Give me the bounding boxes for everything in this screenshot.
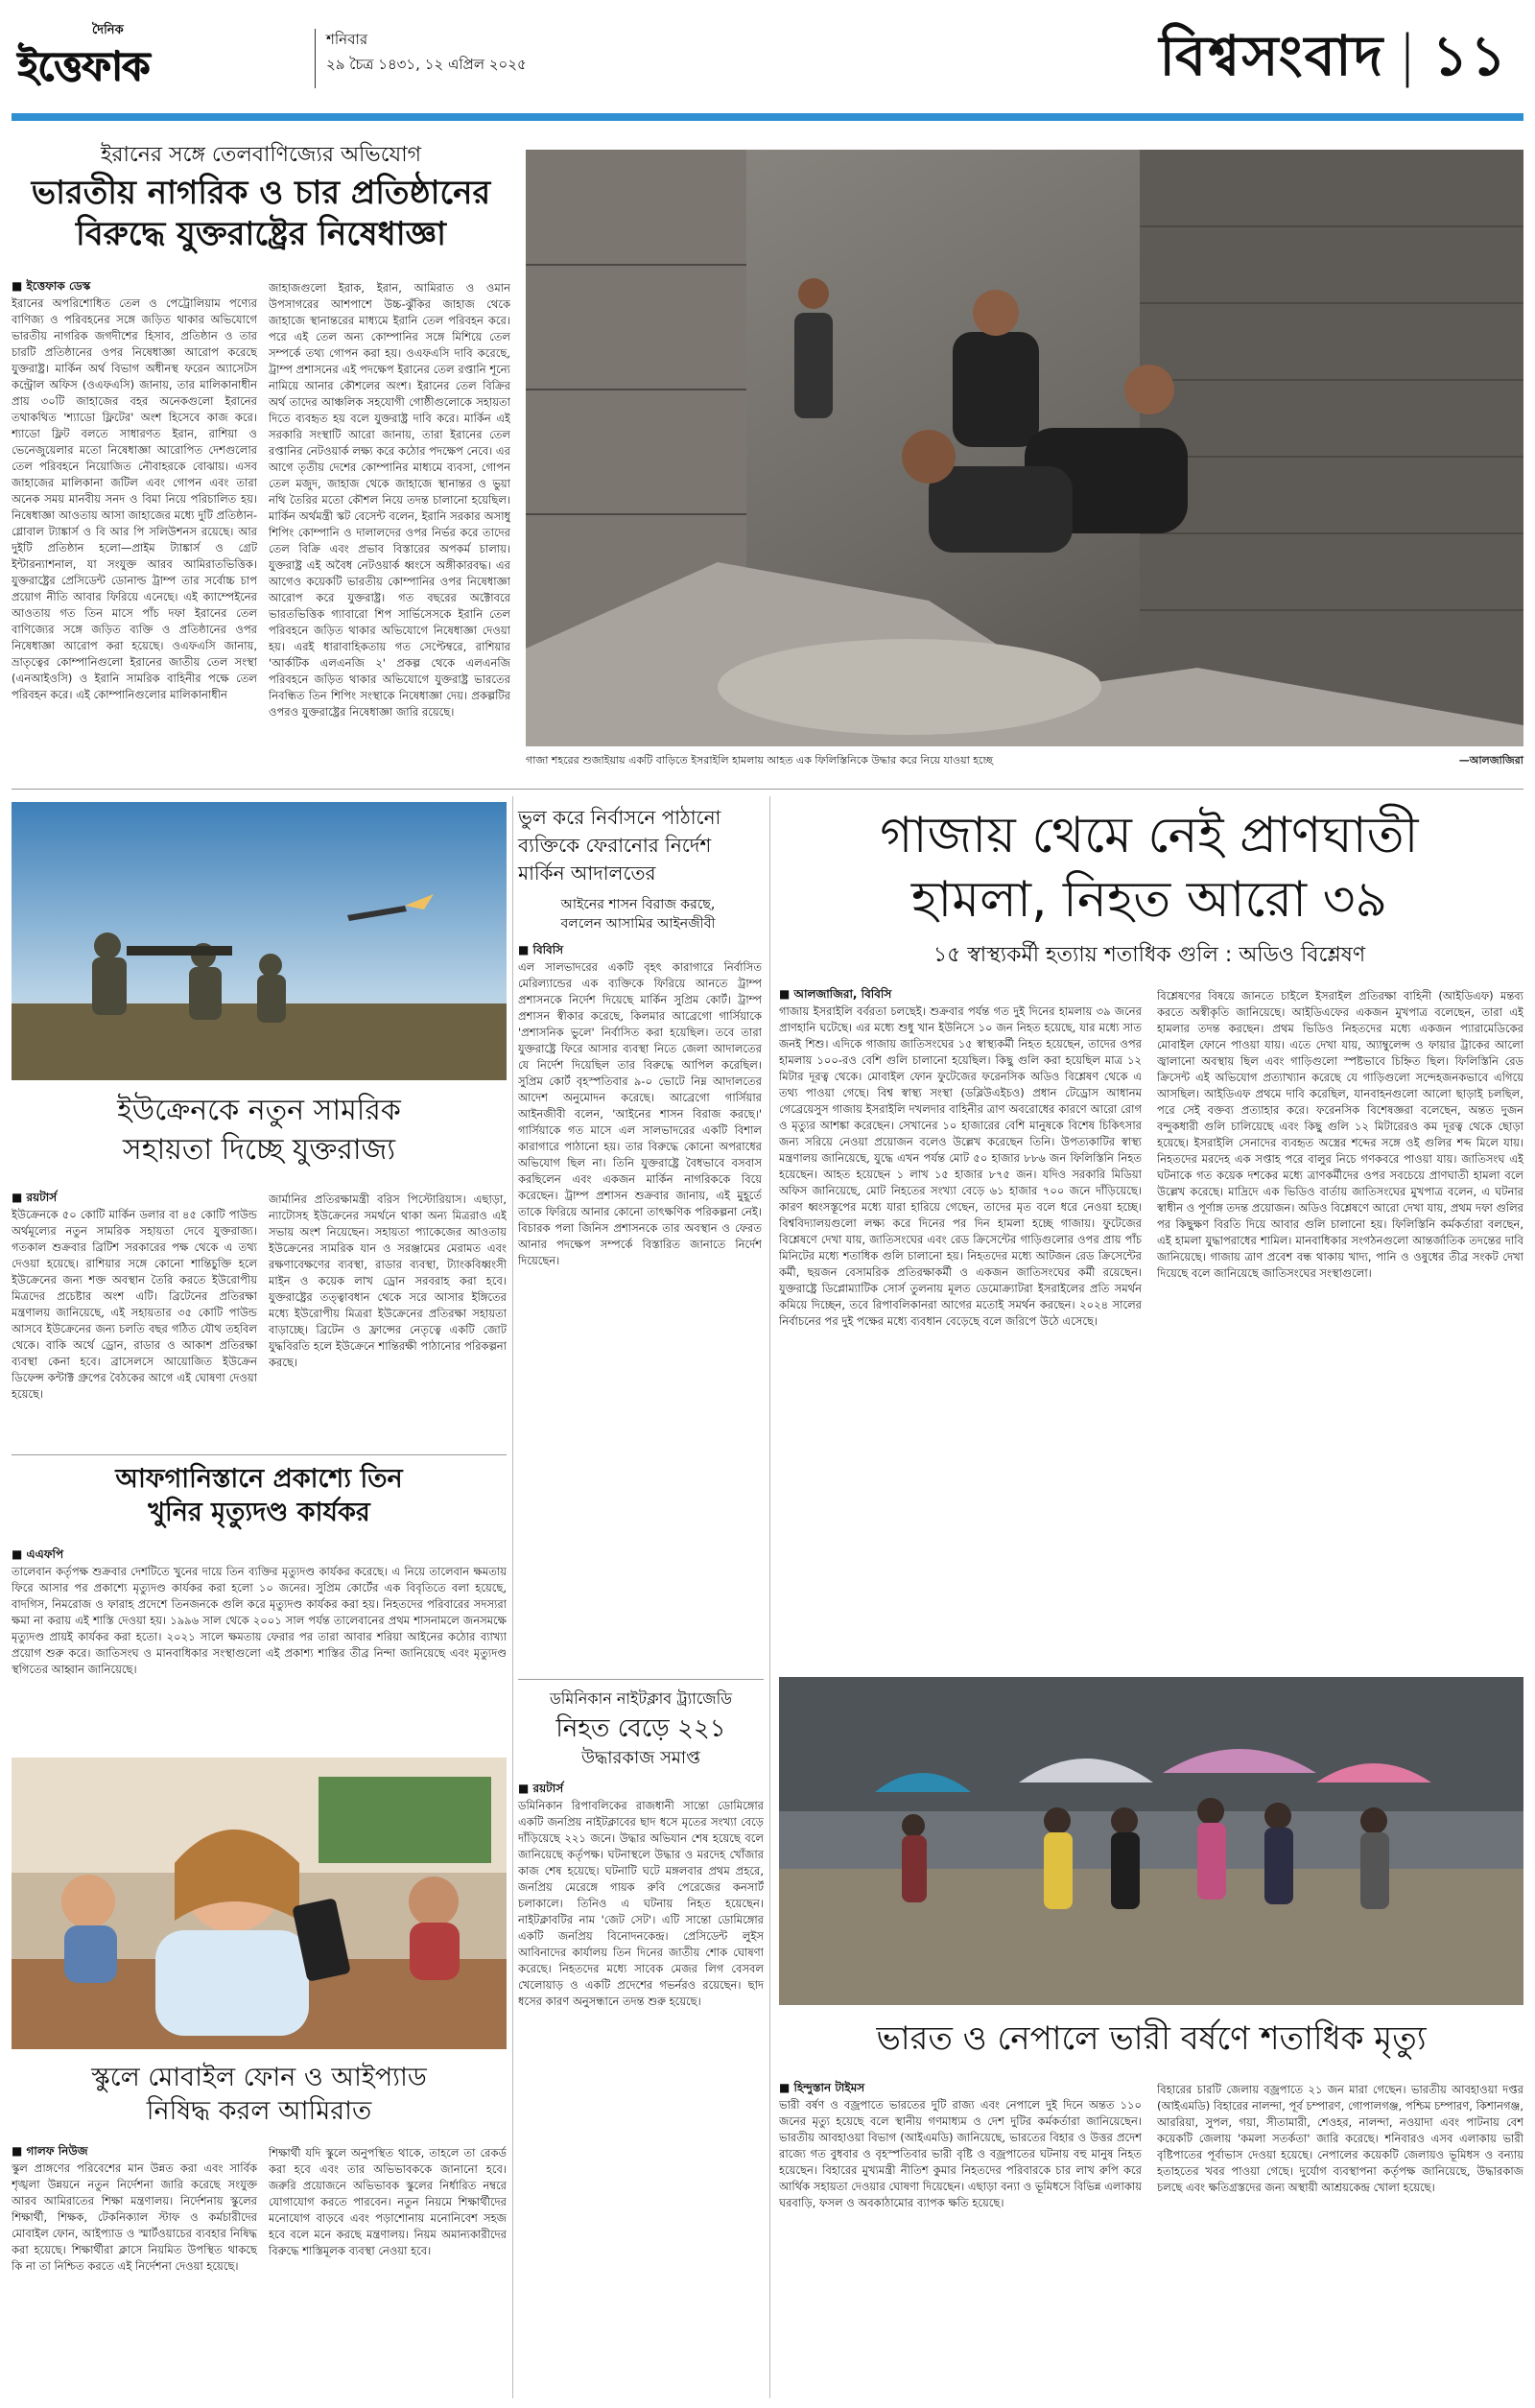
- school-headline: [12, 2061, 507, 2128]
- divider-ukraine: [12, 1454, 507, 1455]
- story1-body-col2: জাহাজগুলো ইরাক, ইরান, আমিরাত ও ওমান উপসাগরের আশপাশে উচ্চ-ঝুঁকির জাহাজ থেকে জাহাজে স্থানান্তরের মাধ্যমে ইরানি তেল পরিবহন করে। পরে এই তেল অন্য কোম্পানির সঙ্গে মিশিয়ে তেল সম্পর্কে তথ্য গোপন করা হয়। ওএফএসি দাবি করেছে, ট্রাম্প প্রশাসনের এই পদক্ষেপ ইরানের তেল রপ্তানি শূন্যে নামিয়ে আনার কৌশলের অংশ। ইরানের তেল বিক্রির অর্থ তাদের আঞ্চলিক সহযোগী গোষ্ঠীগুলোকে সহায়তা দিতে ব্যবহৃত হয় বলে যুক্তরাষ্ট্র দাবি করে। মার্কিন এই সরকারি সংস্থাটি আরো জানায়, তারা ইরানের তেল রপ্তানির নেটওয়ার্ক লক্ষ্য করে কঠোর পদক্ষেপ নেবে। এর আগে তৃতীয় দেশের কোম্পানির মাধ্যমে ব্যবসা, গোপন তেল মজুদ, জাহাজ থেকে জাহাজে স্থানান্তর ও ভুয়া নথি তৈরির মতো কৌশল নিয়ে তদন্ত চালানো হয়েছিল। মার্কিন অর্থমন্ত্রী স্কট বেসেন্ট বলেন, ইরানি সরকার অসাধু শিপিং কোম্পানি ও দালালদের ওপর নির্ভর করে তাদের তেল বিক্রি এবং প্রভাব বিস্তারের অপকর্ম চালায়। যুক্তরাষ্ট্র এই অবৈধ নেটওয়ার্ক ধ্বংসে অঙ্গীকারবদ্ধ। এর আগেও কয়েকটি ভারতীয় কোম্পানির ওপর নিষেধাজ্ঞা আরোপ করে যুক্তরাষ্ট্র। গত বছরের অক্টোবরে ভারতভিত্তিক গ্যাবারো শিপ সার্ভিসেসকে ইরানি তেল পরিবহনে জড়িত থাকার অভিযোগে নিষেধাজ্ঞা দেওয়া হয়। এরই ধারাবাহিকতায় গত সেপ্টেম্বরে, রাশিয়ার 'আর্কটিক এলএনজি ২' প্রকল্প থেকে এলএনজি পরিবহনে জড়িত থাকার অভিযোগে যুক্তরাষ্ট্র ভারতের নিবন্ধিত তিন শিপিং সংস্থাকে নিষেধাজ্ঞা দেয়। প্রকল্পটির ওপরও যুক্তরাষ্ট্রের নিষেধাজ্ঞা জারি রয়েছে।: [269, 281, 510, 719]
- issue-date-text: ২৯ চৈত্র ১৪৩১, ১২ এপ্রিল ২০২৫: [326, 56, 527, 73]
- story1-headline: [12, 173, 510, 254]
- section-title: বিশ্বসংবাদ: [1159, 23, 1385, 88]
- flood-photo: [779, 1677, 1523, 2005]
- ukraine-byline: ■ রয়টার্স: [12, 1191, 58, 1204]
- afghan-byline: ■ এএফপি: [12, 1547, 64, 1561]
- gaza-headline-line1: গাজায় থেমে নেই প্রাণঘাতী: [880, 807, 1419, 864]
- ukraine-body-col2: জার্মানির প্রতিরক্ষামন্ত্রী বরিস পিস্টোরিয়াস। এছাড়া, ন্যাটোসহ ইউক্রেনের সমর্থনে থাকা অন্য মিত্ররাও এই সভায় অংশ নিয়েছেন। সহায়তা প্যাকেজের আওতায় ইউক্রেনের সামরিক যান ও সরঞ্জামের মেরামত এবং রক্ষণাবেক্ষণের ব্যবস্থা, রাডার ব্যবস্থা, ট্যাংকবিধ্বংসী মাইন ও কয়েক লাখ ড্রোন সরবরাহ করা হবে। যুক্তরাষ্ট্রের তত্ত্বাবধান থেকে সরে আসার ইঙ্গিতের মধ্যে ইউরোপীয় মিত্ররা ইউক্রেনের প্রতিরক্ষা সহায়তা বাড়াচ্ছে। ব্রিটেন ও ফ্রান্সের নেতৃত্বে একটি জোট যুদ্ধবিরতি হলে ইউক্রেনে শান্তিরক্ষী পাঠানোর পরিকল্পনা করছে।: [269, 1192, 507, 1369]
- story1-headline-line2: বিরুদ্ধে যুক্তরাষ্ট্রের নিষেধাজ্ঞা: [76, 214, 446, 253]
- gaza-headline-line2: হামলা, নিহত আরো ৩৯: [910, 870, 1388, 929]
- deport-headline-line3: মার্কিন আদালতের: [518, 862, 656, 885]
- deport-subhead: [518, 896, 758, 933]
- flood-headline: ভারত ও নেপালে ভারী বর্ষণে শতাধিক মৃত্যু: [876, 2019, 1427, 2058]
- deport-headline: [518, 804, 758, 887]
- ukraine-headline-line1: ইউক্রেনকে নতুন সামরিক: [117, 1094, 401, 1127]
- logo-name: ইত্তেফাক: [17, 42, 150, 89]
- afghan-body: তালেবান কর্তৃপক্ষ শুক্রবার দেশটিতে খুনের দায়ে তিন ব্যক্তির মৃত্যুদণ্ড কার্যকর করেছে। এ নিয়ে তালেবান ক্ষমতায় ফিরে আসার পর প্রকাশ্যে মৃত্যুদণ্ড কার্যকর করা হলো ১০ জনের। সুপ্রিম কোর্টের এক বিবৃতিতে বলা হয়েছে, বাদগিস, নিমরোজ ও ফারাহ প্রদেশে তিনজনকে গুলি করে মৃত্যুদণ্ড কার্যকর করা হয়। নিহতদের পরিবারের সদস্যরা ক্ষমা না করায় এই শাস্তি দেওয়া হয়। ১৯৯৬ সাল থেকে ২০০১ সাল পর্যন্ত তালেবানের প্রথম শাসনামলে জনসমক্ষে মৃত্যুদণ্ড প্রায়ই কার্যকর করা হতো। ২০২১ সালে ক্ষমতায় ফেরার পর তারা আবার শরিয়া আইনের কঠোর ব্যাখ্যা প্রয়োগ শুরু করে। জাতিসংঘ ও মানবাধিকার সংস্থাগুলো এই প্রকাশ্য শাস্তির তীব্র নিন্দা জানিয়েছে এবং মৃত্যুদণ্ড স্থগিতের আহ্বান জানিয়েছে।: [12, 1565, 507, 1676]
- gaza-byline: ■ আলজাজিরা, বিবিসি: [779, 987, 892, 1001]
- issue-day: শনিবার: [326, 31, 368, 48]
- afghan-headline-line1: আফগানিস্তানে প্রকাশ্যে তিন: [115, 1464, 403, 1494]
- gaza-body-col2: বিশ্লেষণের বিষয়ে জানতে চাইলে ইসরাইল প্রতিরক্ষা বাহিনী (আইডিএফ) মন্তব্য করতে অস্বীকৃতি জানিয়েছে। আইডিএফের একজন মুখপাত্র বলেছেন, তারা এই হামলার তদন্ত করছেন। প্রথম ভিডিও নিহতদের মধ্যে একজন প্যারামেডিকের মোবাইল ফোনে পাওয়া যায়। এতে দেখা যায়, অ্যাম্বুলেন্স ও ফায়ার ট্রাকের আলো জ্বালানো অবস্থায় ছিল এবং গাড়িগুলো স্পষ্টভাবে চিহ্নিত ছিল। ফিলিস্তিনি রেড ক্রিসেন্ট এই অভিযোগ প্রত্যাখ্যান করেছে যে গাড়িগুলো সন্দেহজনকভাবে এগিয়ে আসছিল। আইডিএফ প্রথমে দাবি করেছিল, যানবাহনগুলো আলো ছাড়াই চলছিল, পরে সেই বক্তব্য প্রত্যাহার করে। ফরেনসিক বিশেষজ্ঞরা বলেছেন, অন্তত দুজন বন্দুকধারী গুলি চালিয়েছে এবং কিছু গুলি ১২ মিটারেরও কম দূরত্ব থেকে ছোড়া হয়েছে। ইসরাইলি সেনাদের ব্যবহৃত অস্ত্রের শব্দের সঙ্গে ওই গুলির শব্দ মিলে যায়। নিহতদের মরদেহ এক সপ্তাহ পরে বালুর নিচে গণকবরে পাওয়া যায়। জাতিসংঘ এই ঘটনাকে গত কয়েক দশকের মধ্যে ত্রাণকর্মীদের ওপর সবচেয়ে প্রাণঘাতী হামলা বলে উল্লেখ করেছে। মাদ্রিদে এক ভিডিও বার্তায় জাতিসংঘের মুখপাত্র বলেন, এ ঘটনার স্বাধীন ও পূর্ণাঙ্গ তদন্ত প্রয়োজন। অডিও বিশ্লেষণে আরো দেখা যায়, প্রথম দফা গুলির পর কিছুক্ষণ বিরতি দিয়ে আবার গুলি চালানো হয়। ফিলিস্তিনি কর্মকর্তারা বলছেন, এই হামলা যুদ্ধাপরাধের শামিল। মানবাধিকার সংগঠনগুলো আন্তর্জাতিক তদন্তের দাবি জানিয়েছে। গাজায় ত্রাণ প্রবেশ বন্ধ থাকায় খাদ্য, পানি ও ওষুধের তীব্র সংকট দেখা দিয়েছে বলে জানিয়েছে জাতিসংঘের সংস্থাগুলো।: [1157, 989, 1523, 1280]
- flood-byline: ■ হিন্দুস্তান টাইমস: [779, 2081, 865, 2094]
- dr-subhead: উদ্ধারকাজ সমাপ্ত: [581, 1748, 700, 1768]
- gaza-photo-caption: গাজা শহরের শুজাইয়ায় একটি বাড়িতে ইসরাইলি হামলায় আহত এক ফিলিস্তিনিকে উদ্ধার করে নিয়ে যাওয়া হচ্ছে: [526, 754, 993, 767]
- dr-kicker: ডমিনিকান নাইটক্লাব ট্র্যাজেডি: [550, 1689, 732, 1708]
- gaza-headline: [775, 804, 1523, 932]
- logo-daily-label: দৈনিক: [92, 23, 124, 37]
- ukraine-headline: [12, 1092, 507, 1169]
- column-rule-1: [512, 796, 513, 2398]
- section-separator: |: [1398, 23, 1419, 88]
- deport-body: এল সালভাদরের একটি বৃহৎ কারাগারে নির্বাসিত মেরিল্যান্ডের এক ব্যক্তিকে ফিরিয়ে আনতে ট্রাম্প প্রশাসনকে নির্দেশ দিয়েছে মার্কিন সুপ্রিম কোর্ট। ট্রাম্প প্রশাসন স্বীকার করেছে, কিলমার আব্রেগো গার্সিয়াকে 'প্রশাসনিক ভুলে' নির্বাসিত করা হয়েছিল। তবে তারা যুক্তরাষ্ট্রে ফিরে আসার ব্যবস্থা নিতে জেলা আদালতের যে নির্দেশ দিয়েছিল তার বিরুদ্ধে আপিল করেছিল। সুপ্রিম কোর্ট বৃহস্পতিবার ৯-০ ভোটে নিম্ন আদালতের আদেশ অনুমোদন করেছে। আব্রেগো গার্সিয়ার আইনজীবী বলেন, 'আইনের শাসন বিরাজ করছে।' গার্সিয়াকে গত মাসে এল সালভাদরের একটি বিশাল কারাগারে পাঠানো হয়। তার বিরুদ্ধে কোনো অপরাধের অভিযোগ ছিল না। তিনি যুক্তরাষ্ট্রে বৈধভাবে বসবাস করছিলেন এবং একজন মার্কিন নাগরিককে বিয়ে করেছেন। ট্রাম্প প্রশাসন শুক্রবার জানায়, এই মুহূর্তে তাকে ফিরিয়ে আনার কোনো তাৎক্ষণিক পরিকল্পনা নেই। বিচারক পলা জিনিস প্রশাসনকে তার অবস্থান ও ফেরত আনার পদক্ষেপ সম্পর্কে বিস্তারিত জানাতে নির্দেশ দিয়েছেন।: [518, 960, 762, 1267]
- flood-body-col2: বিহারের চারটি জেলায় বজ্রপাতে ২১ জন মারা গেছেন। ভারতীয় আবহাওয়া দপ্তর (আইএমডি) বিহারের নালন্দা, পূর্ব চম্পারণ, গোপালগঞ্জ, পশ্চিম চম্পারণ, কিশানগঞ্জ, আররিয়া, সুপল, গয়া, সীতামারী, শেওহর, নালন্দা, নওয়াদা এবং পাটনায় বেশ কয়েকটি জেলায় 'কমলা সতর্কতা' জারি করেছে। শনিবারও এসব এলাকায় ভারী বৃষ্টিপাতের পূর্বাভাস দেওয়া হয়েছে। নেপালের কয়েকটি জেলায়ও ভূমিধস ও বন্যায় হতাহতের খবর পাওয়া গেছে। দুর্যোগ ব্যবস্থাপনা কর্তৃপক্ষ জানিয়েছে, উদ্ধারকাজ চলছে এবং ক্ষতিগ্রস্তদের জন্য অস্থায়ী আশ্রয়কেন্দ্র খোলা হয়েছে।: [1157, 2083, 1523, 2194]
- page-number: ১১: [1431, 23, 1508, 88]
- dr-body: ডমিনিকান রিপাবলিকের রাজধানী সান্তো ডোমিঙ্গোর একটি জনপ্রিয় নাইটক্লাবের ছাদ ধসে মৃতের সংখ্যা বেড়ে দাঁড়িয়েছে ২২১ জনে। উদ্ধার অভিযান শেষ হয়েছে বলে জানিয়েছে কর্তৃপক্ষ। ঘটনাস্থলে উদ্ধার ও মরদেহ খোঁজার কাজ শেষ হয়েছে। ঘটনাটি ঘটে মঙ্গলবার প্রথম প্রহরে, জনপ্রিয় মেরেঙ্গে গায়ক রুবি পেরেজের কনসার্ট চলাকালে। তিনিও এ ঘটনায় নিহত হয়েছেন। নাইটক্লাবটির নাম 'জেট সেট'। এটি সান্তো ডোমিঙ্গোর একটি জনপ্রিয় বিনোদনকেন্দ্র। প্রেসিডেন্ট লুইস আবিনাদের কার্যালয় তিন দিনের জাতীয় শোক ঘোষণা করেছে। নিহতদের মধ্যে সাবেক মেজর লিগ বেসবল খেলোয়াড় ও একটি প্রদেশের গভর্নরও রয়েছেন। ছাদ ধসের কারণ অনুসন্ধানে তদন্ত শুরু হয়েছে।: [518, 1799, 764, 2008]
- column-rule-2: [769, 796, 770, 2398]
- issue-date: [326, 27, 527, 77]
- section-header: [1159, 13, 1508, 106]
- ukraine-headline-line2: সহায়তা দিচ্ছে যুক্তরাজ্য: [122, 1132, 396, 1167]
- section-divider: [12, 789, 1523, 790]
- deport-subhead-line1: আইনের শাসন বিরাজ করছে,: [560, 897, 716, 912]
- flood-umbrellas-photo-icon: [779, 1677, 1523, 2005]
- ukraine-body-col1: ইউক্রেনকে ৫০ কোটি মার্কিন ডলার বা ৪৫ কোটি পাউন্ড অর্থমূল্যের নতুন সামরিক সহায়তা দেবে যুক্তরাজ্য। গতকাল শুক্রবার ব্রিটিশ সরকারের পক্ষ থেকে এ তথ্য দেওয়া হয়েছে। রাশিয়ার সঙ্গে কোনো শান্তিচুক্তি হলে ইউক্রেনের জন্য শক্ত অবস্থান তৈরি করতে ইউরোপীয় মিত্রদের প্রচেষ্টার অংশ এটি। ব্রিটেনের প্রতিরক্ষা মন্ত্রণালয় জানিয়েছে, এই সহায়তার ৩৫ কোটি পাউন্ড আসবে ইউক্রেনের জন্য চলতি বছর গঠিত যৌথ তহবিল থেকে। বাকি অর্থে ড্রোন, রাডার ও আকাশ প্রতিরক্ষা ব্যবস্থা কেনা হবে। ব্রাসেলসে আয়োজিত ইউক্রেন ডিফেন্স কন্টাক্ট গ্রুপের বৈঠকের আগে এই ঘোষণা দেওয়া হয়েছে।: [12, 1208, 257, 1401]
- school-byline: ■ গালফ নিউজ: [12, 2144, 88, 2158]
- gaza-rescue-photo: [526, 150, 1523, 746]
- masthead-divider: [315, 29, 316, 88]
- school-body-col2: শিক্ষার্থী যদি স্কুলে অনুপস্থিত থাকে, তাহলে তা রেকর্ড করা হবে এবং তার অভিভাবককে জানানো হবে। জরুরি প্রয়োজনে অভিভাবক স্কুলের নির্ধারিত নম্বরে যোগাযোগ করতে পারবেন। নতুন নিয়মে শিক্ষার্থীদের মনোযোগ বাড়বে এবং পড়াশোনায় মনোনিবেশ সহজ হবে বলে মনে করছে মন্ত্রণালয়। নিয়ম অমান্যকারীদের বিরুদ্ধে শাস্তিমূলক ব্যবস্থা নেওয়া হবে।: [269, 2146, 507, 2257]
- afghan-headline-line2: খুনির মৃত্যুদণ্ড কার্যকর: [148, 1498, 370, 1528]
- girl-with-phone-photo-icon: [12, 1758, 507, 2049]
- soldiers-missile-photo-icon: [12, 802, 507, 1080]
- dr-headline: নিহত বেড়ে ২২১: [555, 1714, 726, 1743]
- school-headline-line1: স্কুলে মোবাইল ফোন ও আইপ্যাড: [91, 2063, 427, 2092]
- story1-headline-line1: ভারতীয় নাগরিক ও চার প্রতিষ্ঠানের: [31, 174, 491, 212]
- newspaper-logo: [17, 21, 305, 96]
- gaza-photo-credit: —আলজাজিরা: [1458, 754, 1523, 767]
- gaza-body-col1: গাজায় ইসরাইলি বর্বরতা চলছেই। শুক্রবার পর্যন্ত গত দুই দিনের হামলায় ৩৯ জনের প্রাণহানি ঘটেছে। এর মধ্যে শুধু খান ইউনিসে ১০ জন নিহত হয়েছে, যার মধ্যে সাত জনই শিশু। এদিকে গাজায় জাতিসংঘের ১৫ স্বাস্থ্যকর্মী নিহত হয়েছেন, তাদের ওপর হামলায় ১০০-রও বেশি গুলি চালানো হয়েছিল। কিছু গুলি করা হয়েছিল মাত্র ১২ মিটার দূরত্ব থেকে। মোবাইল ফোন ফুটেজের ফরেনসিক অডিও বিশ্লেষণ থেকে এ তথ্য পাওয়া গেছে। বিশ্ব স্বাস্থ্য সংস্থা (ডব্লিউএইচও) প্রধান টেড্রোস আধানম গেব্রেয়েসুস গাজায় ইসরাইলি দখলদার বাহিনীর ত্রাণ অবরোধের কারণে আরো রোগ ও মৃত্যুর আশঙ্কা করেছেন। সেখানের ১০ হাজারের বেশি মানুষকে বিশেষ চিকিৎসার জন্য সরিয়ে নেওয়া প্রয়োজন বলেও উল্লেখ করেছেন তিনি। উপত্যকাটির স্বাস্থ্য মন্ত্রণালয় জানিয়েছে, যুদ্ধে এখন পর্যন্ত মোট ৫০ হাজার ৮৮৬ জন ফিলিস্তিনি নিহত হয়েছেন। আহত হয়েছেন ১ লাখ ১৫ হাজার ৮৭৫ জন। যদিও সরকারি মিডিয়া অফিস জানিয়েছে, মোট নিহতের সংখ্যা বেড়ে ৬১ হাজার ৭০০ জনে দাঁড়িয়েছে। কারণ ধ্বংসস্তূপের মধ্যে যারা হারিয়ে গেছেন, তাদের মৃত বলে ধরে নেওয়া হচ্ছে। বিশ্ববিদ্যালয়গুলো লক্ষ্য করে দিনের পর দিন হামলা হচ্ছে গাজায়। ফুটেজের বিশ্লেষণে দেখা যায়, জাতিসংঘের এবং রেড ক্রিসেন্টের গাড়িগুলোর ওপর প্রায় পাঁচ মিনিটের মধ্যে শতাধিক গুলি চালানো হয়। নিহতদের মধ্যে আটজন রেড ক্রিসেন্টের কর্মী, ছয়জন বেসামরিক প্রতিরক্ষাকর্মী ও একজন জাতিসংঘের কর্মী রয়েছেন। যুক্তরাষ্ট্রে ডিপ্লোম্যাটিক সোর্স তুলনায় মূলত ডেমোক্র্যাটরা ইসরাইলের প্রতি সমর্থন কমিয়ে দিচ্ছেন, তবে রিপাবলিকানরা আগের মতোই সমর্থন করছেন। ২০২৪ সালের নির্বাচনের পর দুই পক্ষের মধ্যে ব্যবধান বেড়েছে বলে জরিপে উঠে এসেছে।: [779, 1004, 1142, 1328]
- story1-kicker: ইরানের সঙ্গে তেলবাণিজ্যের অভিযোগ: [100, 143, 422, 167]
- school-body-col1: স্কুল প্রাঙ্গণের পরিবেশের মান উন্নত করা এবং সার্বিক শৃঙ্খলা উন্নয়নে নতুন নির্দেশনা জারি করেছে সংযুক্ত আরব আমিরাতের শিক্ষা মন্ত্রণালয়। নির্দেশনায় স্কুলের শিক্ষার্থী, শিক্ষক, টেকনিক্যাল স্টাফ ও কর্মচারীদের মোবাইল ফোন, আইপ্যাড ও স্মার্টওয়াচের ব্যবহার নিষিদ্ধ করা হয়েছে। শিক্ষার্থীরা ক্লাসে নিয়মিত উপস্থিত থাকছে কি না তা নিশ্চিত করতে এই নির্দেশনা দেওয়া হয়েছে।: [12, 2161, 257, 2273]
- ukraine-photo: [12, 802, 507, 1080]
- dr-byline: ■ রয়টার্স: [518, 1782, 564, 1795]
- top-accent-rule: [12, 113, 1523, 121]
- deport-byline: ■ বিবিসি: [518, 943, 564, 956]
- story1-body-col1: ইরানের অপরিশোধিত তেল ও পেট্রোলিয়াম পণ্যের বাণিজ্য ও পরিবহনের সঙ্গে জড়িত থাকার অভিযোগে ভারতীয় নাগরিক জগদীশের হিসাব, প্রতিষ্ঠান ও তার চারটি প্রতিষ্ঠানের ওপর নিষেধাজ্ঞা আরোপ করেছে যুক্তরাষ্ট্র। মার্কিন অর্থ বিভাগ অধীনস্থ ফরেন অ্যাসেটস কন্ট্রোল অফিস (ওএফএসি) জানায়, তার মালিকানাধীন প্রায় ৩০টি জাহাজের বহর অনেকগুলো ইরানের তথাকথিত 'শ্যাডো ফ্লিটের' অংশ হিসেবে কাজ করে। শ্যাডো ফ্লিট বলতে সাধারণত ইরান, রাশিয়া ও ভেনেজুয়েলার মতো নিষেধাজ্ঞা আরোপিত দেশগুলোর তেল পরিবহনে নিয়োজিত নৌবাহরকে বোঝায়। এসব জাহাজের মালিকানা জটিল এবং গোপন এবং তারা অনেক সময় মানবীয় সনদ ও বিমা নিয়ে পরিচালিত হয়। নিষেধাজ্ঞা আওতায় আসা জাহাজের মধ্যে দুটি প্রতিষ্ঠান-গ্লোবাল ট্যাঙ্কার্স ও বি আর পি সলিউশনস রয়েছে। আর দুইটি প্রতিষ্ঠান হলো—প্রাইম ট্যাঙ্কার্স ও গ্রেট ইন্টারন্যাশনাল, যা সংযুক্ত আরব আমিরাতভিত্তিক। যুক্তরাষ্ট্রের প্রেসিডেন্ট ডোনাল্ড ট্রাম্প তার সর্বোচ্চ চাপ প্রয়োগ নীতি আবার ফিরিয়ে এনেছে। এই ক্যাম্পেইনের আওতায় গত তিন মাসে পাঁচ দফা ইরানের তেল বাণিজ্যের সঙ্গে জড়িত ব্যক্তি ও প্রতিষ্ঠানের ওপর নিষেধাজ্ঞা আরোপ করা হয়েছে। ওএফএসি জানায়, ভ্রাতৃত্বের কোম্পানিগুলো ইরানের জাতীয় তেল সংস্থা (এনআইওসি) ও ইরানি সামরিক বাহিনীর পক্ষে তেল পরিবহন করে। এই কোম্পানিগুলোর মালিকানাধীন: [12, 296, 257, 701]
- gaza-subhead: ১৫ স্বাস্থ্যকর্মী হত্যায় শতাধিক গুলি : অডিও বিশ্লেষণ: [933, 943, 1366, 967]
- divider-dr: [518, 1679, 764, 1680]
- deport-headline-line2: ব্যক্তিকে ফেরানোর নির্দেশ: [518, 834, 712, 857]
- school-headline-line2: নিষিদ্ধ করল আমিরাত: [146, 2096, 372, 2127]
- afghan-headline: [12, 1462, 507, 1529]
- school-photo: [12, 1758, 507, 2049]
- rescue-photo-icon: [526, 150, 1523, 746]
- story1-byline: ■ ইত্তেফাক ডেস্ক: [12, 279, 91, 293]
- deport-headline-line1: ভুল করে নির্বাসনে পাঠানো: [518, 806, 721, 829]
- flood-body-col1: ভারী বর্ষণ ও বজ্রপাতে ভারতের দুটি রাজ্য এবং নেপালে দুই দিনে অন্তত ১১০ জনের মৃত্যু হয়েছে বলে স্থানীয় গণমাধ্যম ও দেশ দুটির কর্মকর্তারা জানিয়েছেন। ভারতীয় আবহাওয়া বিভাগ (আইএমডি) জানিয়েছে, ভারতের বিহার ও উত্তর প্রদেশ রাজ্যে গত বুধবার ও বৃহস্পতিবার ভারী বৃষ্টি ও বজ্রপাতের ঘটনায় বহু মানুষ নিহত হয়েছেন। বিহারের মুখ্যমন্ত্রী নীতিশ কুমার নিহতদের পরিবারকে চার লাখ রুপি করে আর্থিক সহায়তা দেওয়ার ঘোষণা দিয়েছেন। এছাড়া বন্যা ও ভূমিধসে বিভিন্ন এলাকায় ঘরবাড়ি, ফসল ও অবকাঠামোর ব্যাপক ক্ষতি হয়েছে।: [779, 2098, 1142, 2209]
- deport-subhead-line2: বললেন আসামির আইনজীবী: [560, 915, 716, 932]
